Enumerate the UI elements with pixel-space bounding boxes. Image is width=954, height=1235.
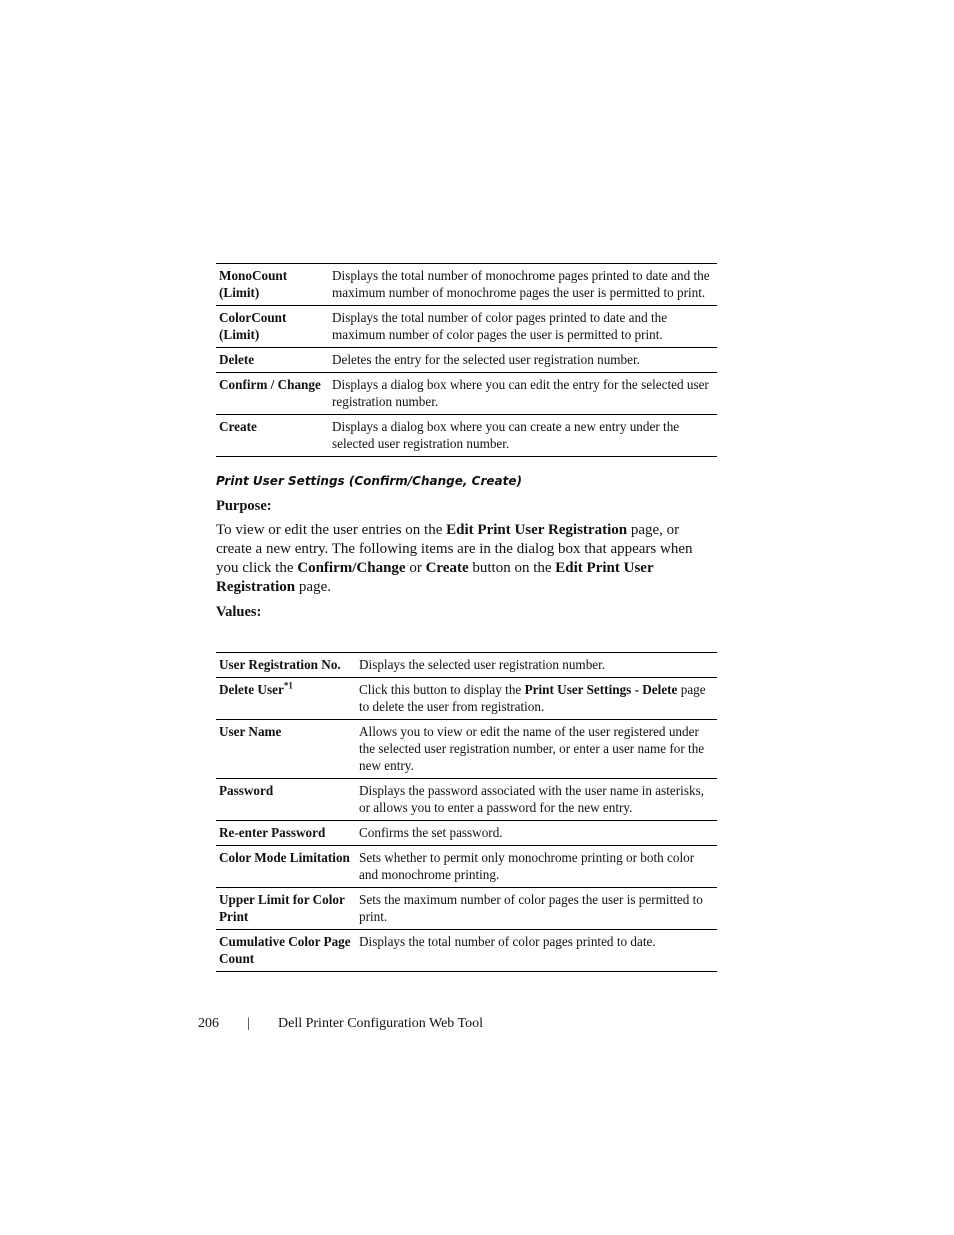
row-description: Displays the selected user registration number. bbox=[359, 657, 606, 672]
row-term: Delete User bbox=[219, 682, 284, 697]
table-row bbox=[216, 306, 717, 348]
row-description: Displays the password associated with the user name in asterisks, or allows you to enter a password for the new entry. bbox=[356, 779, 717, 821]
table-row bbox=[216, 653, 717, 678]
row-term: Cumulative Color Page Count bbox=[216, 930, 356, 972]
paragraph-text: page, or create a new entry. The following items are in the dialog box that appears when you click the bbox=[216, 522, 693, 576]
page-name-bold: Edit Print User Registration bbox=[446, 522, 628, 538]
row-term: Password bbox=[216, 779, 356, 821]
row-description: Allows you to view or edit the name of the user registered under the selected user registration number, or enter a user name for the new entry. bbox=[356, 720, 717, 779]
table-row bbox=[216, 821, 717, 846]
row-description: Displays a dialog box where you can edit the entry for the selected user registration number. bbox=[329, 373, 717, 415]
row-term: Re-enter Password bbox=[216, 821, 356, 846]
row-term: Confirm / Change bbox=[216, 373, 329, 415]
values-label: Values: bbox=[216, 604, 262, 620]
row-description: Sets the maximum number of color pages the user is permitted to print. bbox=[356, 888, 717, 930]
purpose-label: Purpose: bbox=[216, 498, 272, 514]
row-description: Sets whether to permit only monochrome printing or both color and monochrome printing. bbox=[356, 846, 717, 888]
table-row bbox=[216, 930, 717, 972]
row-description-cell bbox=[356, 678, 717, 720]
row-description: page to delete the user from registration. bbox=[359, 682, 706, 714]
row-term: Delete bbox=[216, 348, 329, 373]
table-row bbox=[216, 348, 717, 373]
row-description: Displays a dialog box where you can create a new entry under the selected user registration number. bbox=[329, 415, 717, 457]
row-term-cell bbox=[216, 678, 356, 720]
purpose-paragraph bbox=[216, 521, 717, 597]
row-description: Confirms the set password. bbox=[356, 821, 717, 846]
row-description: Displays the total number of color pages printed to date. bbox=[356, 930, 717, 972]
footnote-marker: *1 bbox=[283, 680, 293, 691]
row-description: Displays the total number of color pages printed to date and the maximum number of color pages the user is permitted to print. bbox=[329, 306, 717, 348]
footer-separator: | bbox=[247, 1016, 250, 1031]
row-term: User Name bbox=[216, 720, 356, 779]
paragraph-text: button on the bbox=[468, 560, 556, 576]
footer-title: Dell Printer Configuration Web Tool bbox=[278, 1016, 484, 1031]
page-number: 206 bbox=[198, 1016, 219, 1031]
table-row bbox=[216, 678, 717, 720]
row-term: ColorCount (Limit) bbox=[216, 306, 329, 348]
row-description: Deletes the entry for the selected user registration number. bbox=[329, 348, 717, 373]
row-term: Color Mode Limitation bbox=[216, 846, 356, 888]
button-name-bold: Confirm/Change bbox=[297, 560, 406, 576]
row-term: Upper Limit for Color Print bbox=[216, 888, 356, 930]
row-term: User Registration No. bbox=[219, 657, 341, 672]
paragraph-text: or bbox=[405, 560, 426, 576]
table-row bbox=[216, 264, 717, 306]
table-row bbox=[216, 846, 717, 888]
row-term: MonoCount (Limit) bbox=[219, 268, 288, 300]
paragraph-text: To view or edit the user entries on the bbox=[216, 522, 447, 538]
settings-table bbox=[216, 263, 717, 457]
page-name-bold: Edit Print User Registration bbox=[216, 560, 654, 595]
page-content bbox=[216, 263, 717, 972]
paragraph-text: page. bbox=[295, 579, 331, 595]
table-row bbox=[216, 373, 717, 415]
table-row bbox=[216, 779, 717, 821]
row-description: Click this button to display the bbox=[359, 682, 525, 697]
table-row bbox=[216, 888, 717, 930]
row-term: Create bbox=[216, 415, 329, 457]
table-row bbox=[216, 415, 717, 457]
values-table bbox=[216, 652, 717, 972]
button-name-bold: Create bbox=[425, 560, 469, 576]
section-heading: Print User Settings (Confirm/Change, Create) bbox=[216, 474, 522, 488]
row-description: Displays the total number of monochrome pages printed to date and the maximum number of monochrome pages the user is permitted to print. bbox=[332, 268, 710, 300]
table-row bbox=[216, 720, 717, 779]
page-name-bold: Print User Settings - Delete bbox=[524, 682, 678, 697]
